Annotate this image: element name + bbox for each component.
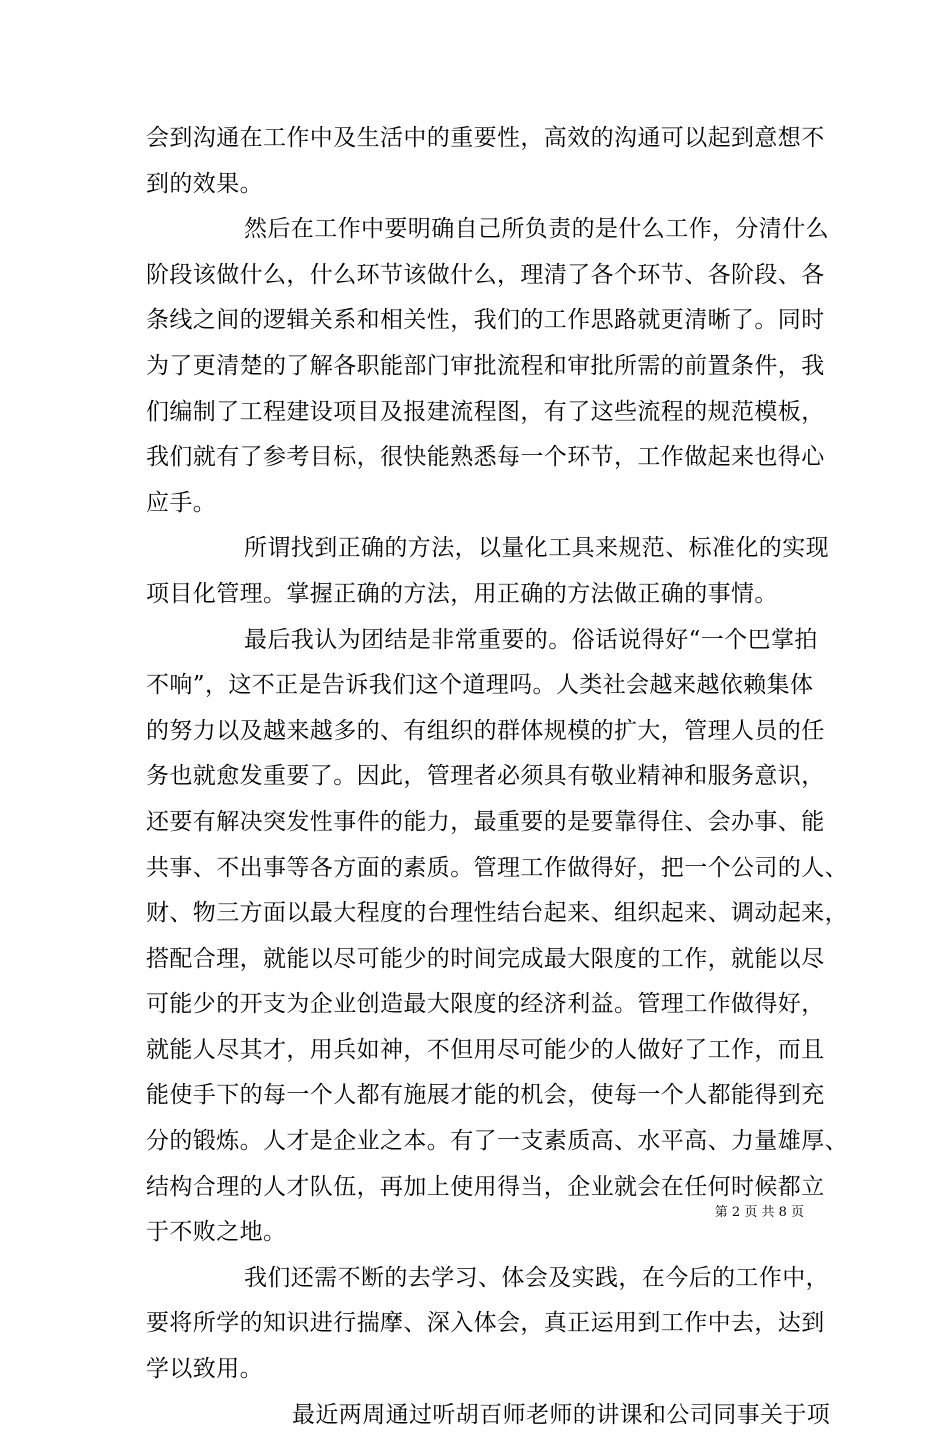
body-text <box>146 116 848 1438</box>
text-line: 为了更清楚的了解各职能部门审批流程和审批所需的前置条件，我 <box>146 352 825 379</box>
text-line: 阶段该做什么，什么环节该做什么，理清了各个环节、各阶段、各 <box>146 261 825 288</box>
text-line: 还要有解决突发性事件的能力，最重要的是要靠得住、会办事、能 <box>146 808 825 835</box>
paragraph-start-line: 我们还需不断的去学习、体会及实践，在今后的工作中， <box>244 1264 829 1291</box>
text-line: 于不败之地。 <box>146 1219 287 1246</box>
text-line: 不响”，这不正是告诉我们这个道理吗。人类社会越来越依赖集体 <box>146 672 814 699</box>
text-line: 要将所学的知识进行揣摩、深入体会，真正运用到工作中去，达到 <box>146 1310 825 1337</box>
text-line: 务也就愈发重要了。因此，管理者必须具有敬业精神和服务意识， <box>146 763 825 790</box>
text-line: 共事、不出事等各方面的素质。管理工作做得好，把一个公司的人、 <box>146 854 848 881</box>
paragraph-start-line: 最近两周通过听胡百师老师的讲课和公司同事关于项 <box>292 1401 831 1428</box>
paragraph-start-line: 最后我认为团结是非常重要的。俗话说得好“一个巴掌拍 <box>244 626 818 653</box>
paragraph-start-line: 然后在工作中要明确自己所负责的是什么工作，分清什么 <box>244 216 829 243</box>
text-line: 财、物三方面以最大程度的台理性结台起来、组织起来、调动起来， <box>146 900 848 927</box>
text-line: 能使手下的每一个人都有施展才能的机会，使每一个人都能得到充 <box>146 1082 825 1109</box>
text-line: 项目化管理。掌握正确的方法，用正确的方法做正确的事情。 <box>146 580 778 607</box>
text-line: 应手。 <box>146 489 217 516</box>
text-line: 我们就有了参考目标，很快能熟悉每一个环节，工作做起来也得心 <box>146 444 825 471</box>
text-line: 到的效果。 <box>146 170 263 197</box>
text-line: 结构合理的人才队伍，再加上使用得当，企业就会在任何时候都立 <box>146 1173 825 1200</box>
text-line: 的努力以及越来越多的、有组织的群体规模的扩大，管理人员的任 <box>146 717 825 744</box>
text-line: 就能人尽其才，用兵如神，不但用尽可能少的人做好了工作，而且 <box>146 1036 825 1063</box>
page-indicator: 第 2 页 共 8 页 <box>714 1205 804 1220</box>
text-line: 会到沟通在工作中及生活中的重要性，高效的沟通可以起到意想不 <box>146 125 825 151</box>
text-line: 分的锻炼。人才是企业之本。有了一支素质高、水平高、力量雄厚、 <box>146 1128 848 1155</box>
paragraph-start-line: 所谓找到正确的方法，以量化工具来规范、标准化的实现 <box>244 535 829 562</box>
text-line: 条线之间的逻辑关系和相关性，我们的工作思路就更清晰了。同时 <box>146 307 825 334</box>
text-line: 可能少的开支为企业创造最大限度的经济利益。管理工作做得好， <box>146 991 825 1018</box>
text-line: 学以致用。 <box>146 1356 263 1383</box>
text-line: 搭配合理，就能以尽可能少的时间完成最大限度的工作，就能以尽 <box>146 945 825 972</box>
text-line: 们编制了工程建设项目及报建流程图，有了这些流程的规范模板， <box>146 398 825 425</box>
